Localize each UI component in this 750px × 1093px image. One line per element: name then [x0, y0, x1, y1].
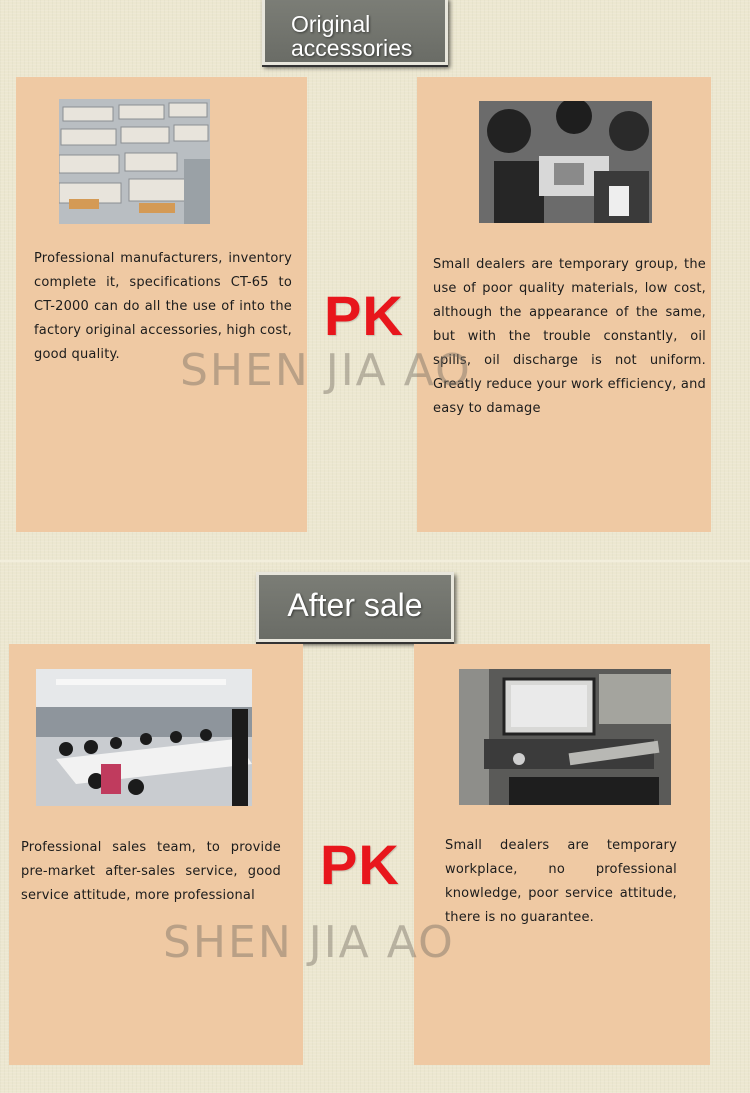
small-dealer-panel	[417, 77, 711, 532]
watermark: SHEN JIA AO	[163, 917, 455, 968]
factory-description: Professional manufacturers, inventory complete it, specifications CT-65 to CT-2000 can do all the use of into the factory original accessories, high cost, good quality.	[34, 251, 292, 362]
sales-team-description: Professional sales team, to provide pre-market after-sales service, good service attitude, more professional	[21, 840, 281, 903]
dealer-workplace-panel	[414, 644, 710, 1065]
section-title-after-sale: After sale	[256, 572, 454, 642]
factory-warehouse-photo	[59, 99, 210, 224]
after-sale-section	[0, 560, 750, 1093]
factory-panel	[16, 77, 307, 532]
pk-label-1: PK	[324, 284, 404, 347]
dealer-workers-photo	[479, 101, 652, 223]
dealer-workplace-description: Small dealers are temporary workplace, no professional knowledge, poor service attitude, there is no guarantee.	[445, 838, 677, 925]
sales-team-panel	[9, 644, 303, 1065]
watermark: SHEN JIA AO	[180, 345, 472, 396]
messy-workplace-photo	[459, 669, 671, 805]
section-title-original-accessories: Original accessories	[262, 0, 448, 65]
dealer-description: Small dealers are temporary group, the use of poor quality materials, low cost, although the appearance of the same, but with the trouble constantly, oil spills, oil discharge is not uniform. Greatly reduce your work efficiency, and easy to damage	[433, 257, 706, 416]
sales-team-meeting-photo	[36, 669, 252, 806]
pk-label-2: PK	[320, 833, 400, 896]
